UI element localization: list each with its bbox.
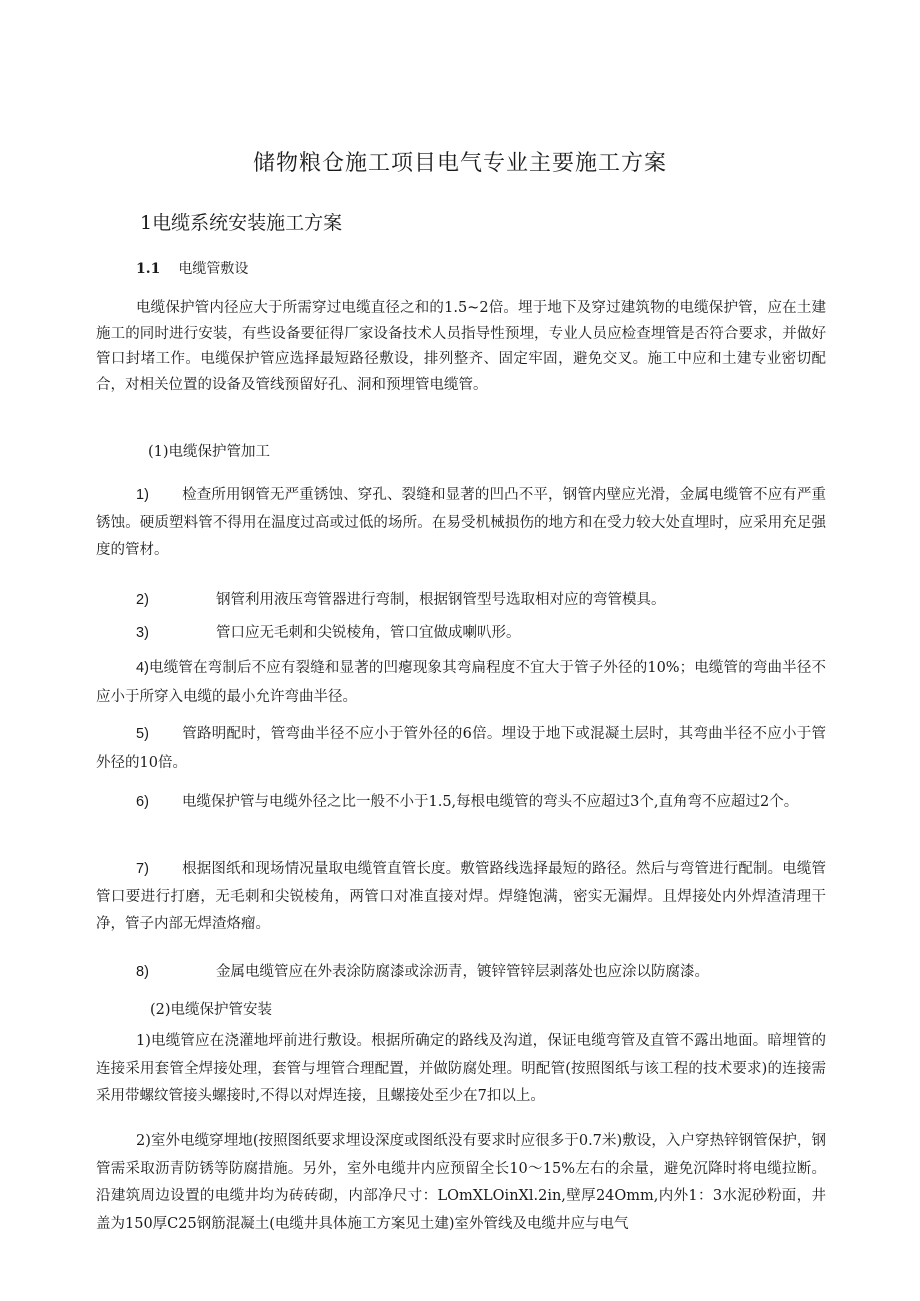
intro-paragraph: 电缆保护管内径应大于所需穿过电缆直径之和的1.5~2倍。埋于地下及穿过建筑物的电缆保护管，应在土建施工的同时进行安装，有些设备要征得厂家设备技术人员指导性预埋，专业人员应检查埋管是否符合要求，并做好管口封堵工作。电缆保护管应选择最短路径敷设，排列整齐、固定牢固，避免交叉。施工中应和土建专业密切配合，对相关位置的设备及管线预留好孔、洞和预埋管电缆管。 [96,300,826,393]
item-number: 8) [136,964,149,980]
section-heading: 1电缆系统安装施工方案 [140,212,343,234]
item-text: 电缆保护管与电缆外径之比一般不小于1.5,每根电缆管的弯头不应超过3个,直角弯不应超过2个。 [182,794,799,810]
item-text: 电缆管在弯制后不应有裂缝和显著的凹瘪现象其弯扁程度不宜大于管子外径的10%；电缆管的弯曲半径不应小于所穿入电缆的最小允许弯曲半径。 [96,660,826,705]
item-text: 检查所用钢管无严重锈蚀、穿孔、裂缝和显著的凹凸不平，钢管内壁应光滑，金属电缆管不应有严重锈蚀。硬质塑料管不得用在温度过高或过低的场所。在易受机械损伤的地方和在受力较大处直埋时，应采用充足强度的管材。 [96,487,826,558]
item-number: 3) [136,625,149,641]
list-item [96,788,826,817]
sub-heading-processing: (1)电缆保护管加工 [148,444,271,460]
item-number: 2) [136,592,149,608]
list-item [96,720,826,778]
sub-heading-installation: (2)电缆保护管安装 [150,1002,273,1018]
item-text: 钢管利用液压弯管器进行弯制，根据钢管型号选取相对应的弯管模具。 [216,592,666,608]
subsection-title: 电缆管敷设 [178,261,249,277]
item-number: 5) [136,726,149,742]
list-item: 1)电缆管应在浇灌地坪前进行敷设。根据所确定的路线及沟道，保证电缆弯管及直管不露出地面。暗埋管的连接采用套管全焊接处理，套管与埋管合理配置，并做防腐处理。明配管(按照图纸与该工程的技术要求)的连接需采用带螺纹管接头螺接时,不得以对焊连接，且螺接处至少在7扣以上。 [96,1033,826,1104]
document-title: 储物粮仓施工项目电气专业主要施工方案 [252,151,667,176]
item-number: 4) [136,660,149,676]
item-number: 6) [136,794,149,810]
list-item [96,615,826,651]
subsection-number: 1.1 [136,261,161,277]
item-text: 管口应无毛刺和尖锐棱角，管口宜做成喇叭形。 [216,625,521,641]
item-number: 1) [136,487,149,503]
list-item [96,954,826,990]
item-text: 金属电缆管应在外表涂防腐漆或涂沥青，镀锌管锌层剥落处也应涂以防腐漆。 [216,964,709,980]
item-number: 7) [136,861,149,877]
list-item [96,582,826,618]
list-item: 2)室外电缆穿埋地(按照图纸要求埋设深度或图纸没有要求时应很多于0.7米)敷设，入户穿热锌钢管保护，钢管需采取沥青防锈等防腐措施。另外，室外电缆井内应预留全长10～15%左右的余量，避免沉降时将电缆拉断。沿建筑周边设置的电缆井均为砖砖砌，内部净尺寸：LOmXLOinXl.2in,壁厚24Omm,内外1：3水泥砂粉面，井盖为150厚C25钢筋混凝土(电缆井具体施工方案见土建)室外管线及电缆井应与电气 [96,1133,826,1232]
list-item [96,482,826,565]
list-item [96,856,826,939]
item-text: 管路明配时，管弯曲半径不应小于管外径的6倍。埋设于地下或混凝土层时，其弯曲半径不应小于管外径的10倍。 [96,726,826,771]
list-item [96,654,826,712]
item-text: 根据图纸和现场情况量取电缆管直管长度。敷管路线选择最短的路径。然后与弯管进行配制。电缆管管口要进行打磨，无毛刺和尖锐棱角，两管口对准直接对焊。焊缝饱满，密实无漏焊。且焊接处内外焊渣清理干净，管子内部无焊渣烙瘤。 [96,861,826,932]
subsection-heading [136,258,248,278]
